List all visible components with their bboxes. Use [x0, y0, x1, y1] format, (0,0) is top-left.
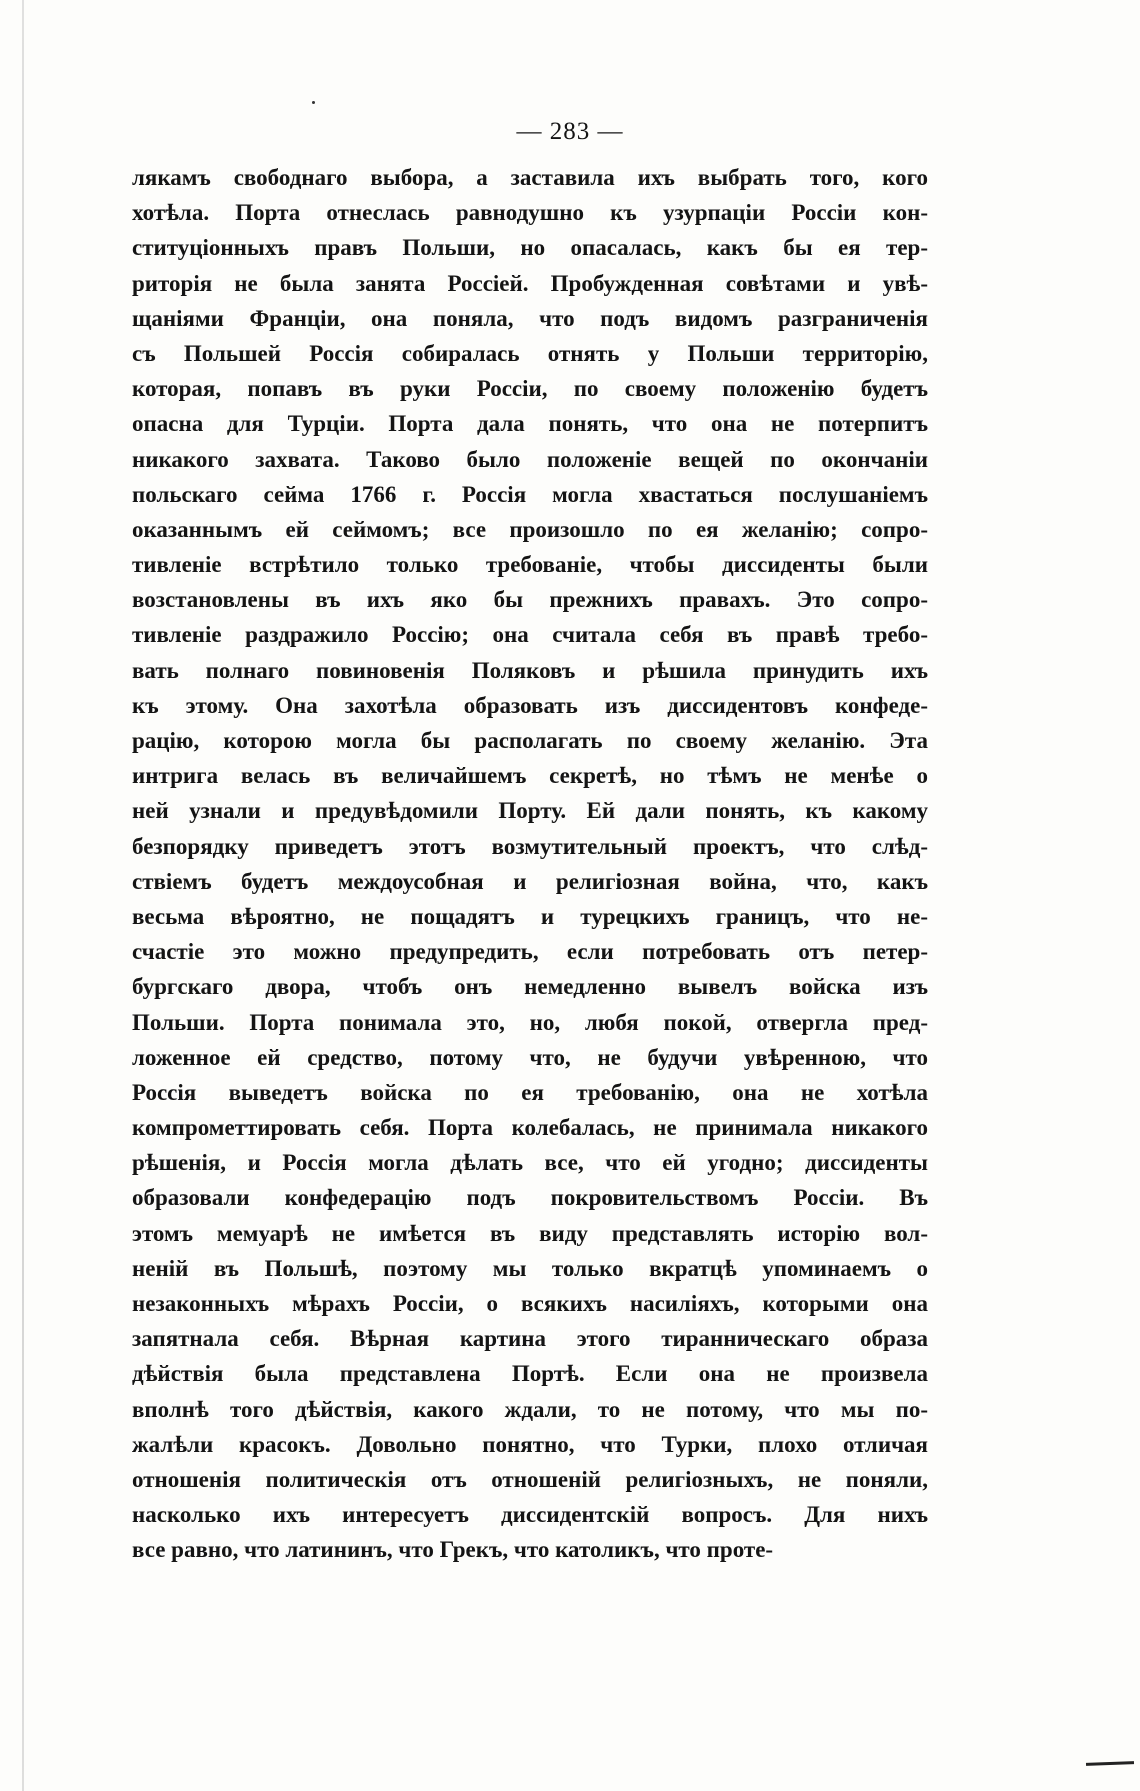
text-line: риторія не была занята Россіей. Пробужденная совѣтами и увѣ- [132, 270, 928, 296]
text-line: все равно, что латининъ, что Грекъ, что католикъ, что проте- [132, 1537, 774, 1563]
text-line: компрометтировать себя. Порта колебалась, не принимала никакого [132, 1115, 928, 1141]
text-line: рацію, которою могла бы располагать по своему желанію. Эта [132, 728, 928, 753]
text-line: отношенія политическія отъ отношеній религіозныхъ, не поняли, [132, 1466, 928, 1492]
text-line: интрига велась въ величайшемъ секретѣ, но тѣмъ не менѣе о [132, 763, 928, 789]
text-line: которая, попавъ въ руки Россіи, по своему положенію будетъ [132, 376, 928, 402]
text-line: къ этому. Она захотѣла образовать изъ диссидентовъ конфеде- [132, 692, 928, 718]
text-line: тивленіе встрѣтило только требованіе, чтобы диссиденты были [132, 552, 928, 578]
text-line: возстановлены въ ихъ яко бы прежнихъ правахъ. Это сопро- [132, 587, 928, 613]
text-line: Россія выведетъ войска по ея требованію, она не хотѣла [132, 1079, 928, 1105]
scan-edge-mark [1086, 1761, 1134, 1766]
text-line: дѣйствія была представлена Портѣ. Если она не произвела [132, 1361, 928, 1387]
body-text [132, 160, 928, 1568]
text-line: весьма вѣроятно, не пощадятъ и турецкихъ границъ, что не- [132, 903, 928, 929]
text-line: образовали конфедерацію подъ покровительствомъ Россіи. Въ [132, 1185, 928, 1211]
text-line: щаніями Франціи, она поняла, что подъ видомъ разграниченія [132, 305, 928, 331]
text-line: Польши. Порта понимала это, но, любя покой, отвергла пред- [132, 1009, 928, 1035]
text-line: опасна для Турціи. Порта дала понять, что она не потерпитъ [132, 411, 928, 437]
text-line: насколько ихъ интересуетъ диссидентскій вопросъ. Для нихъ [132, 1502, 928, 1528]
page-number: — 283 — [516, 118, 624, 145]
text-line: никакого захвата. Таково было положеніе вещей по окончаніи [132, 446, 928, 472]
text-line: польскаго сейма 1766 г. Россія могла хвастаться послушаніемъ [132, 481, 928, 507]
text-line: ституціонныхъ правъ Польши, но опасалась, какъ бы ея тер- [132, 235, 928, 261]
scan-speck [312, 101, 315, 104]
text-line: хотѣла. Порта отнеслась равнодушно къ узурпаціи Россіи кон- [132, 200, 928, 226]
text-line: лякамъ свободнаго выбора, а заставила ихъ выбрать того, кого [132, 165, 928, 190]
text-line: съ Польшей Россія собиралась отнять у Польши территорію, [132, 340, 928, 366]
text-line: этомъ мемуарѣ не имѣется въ виду представлять исторію вол- [132, 1220, 928, 1246]
text-line: запятнала себя. Вѣрная картина этого тиранническаго образа [132, 1326, 928, 1352]
text-line: ствіемъ будетъ междоусобная и религіозная война, что, какъ [132, 868, 928, 894]
text-line: жалѣли красокъ. Довольно понятно, что Турки, плохо отличая [132, 1431, 928, 1457]
text-line: ней узнали и предувѣдомили Порту. Ей дали понять, къ какому [132, 798, 928, 824]
text-line: ложенное ей средство, потому что, не будучи увѣренною, что [132, 1044, 928, 1070]
text-line: вполнѣ того дѣйствія, какого ждали, то не потому, что мы по- [132, 1396, 928, 1422]
text-line: рѣшенія, и Россія могла дѣлать все, что ей угодно; диссиденты [132, 1150, 928, 1176]
text-line: бургскаго двора, чтобъ онъ немедленно вывелъ войска изъ [132, 974, 928, 1000]
scan-gutter-shadow [22, 0, 24, 1791]
text-line: счастіе это можно предупредить, если потребовать отъ петер- [132, 939, 928, 965]
text-line: тивленіе раздражило Россію; она считала себя въ правѣ требо- [132, 622, 928, 648]
text-line: незаконныхъ мѣрахъ Россіи, о всякихъ насиліяхъ, которыми она [132, 1291, 928, 1316]
text-line: оказаннымъ ей сеймомъ; все произошло по ея желанію; сопро- [132, 516, 928, 542]
text-line: безпорядку приведетъ этотъ возмутительный проектъ, что слѣд- [132, 833, 928, 859]
text-line: неній въ Польшѣ, поэтому мы только вкратцѣ упоминаемъ о [132, 1255, 928, 1281]
text-line: вать полнаго повиновенія Поляковъ и рѣшила принудить ихъ [132, 657, 928, 683]
